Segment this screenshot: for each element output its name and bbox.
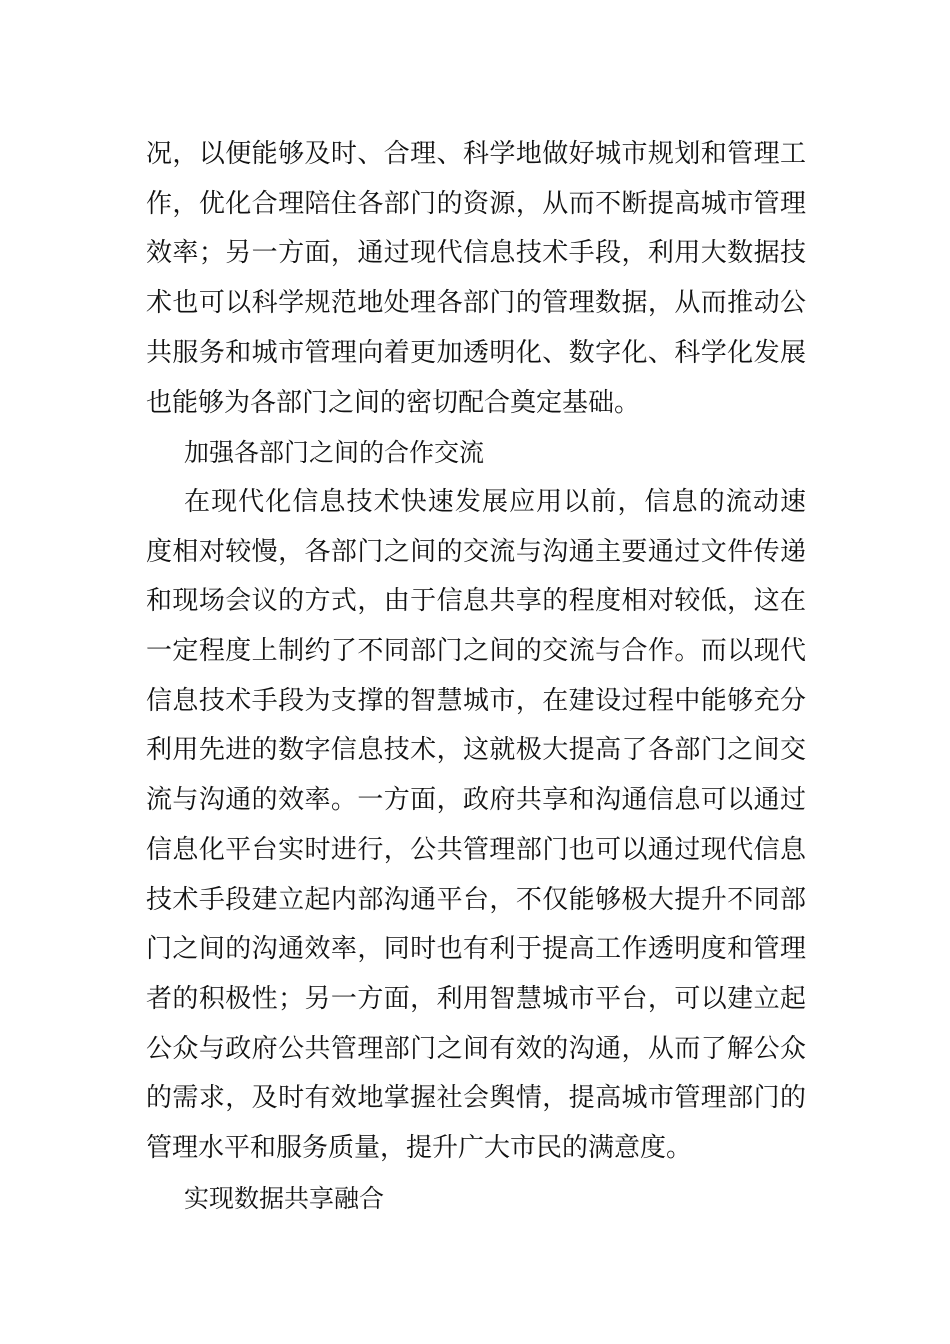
paragraph-continued: 况，以便能够及时、合理、科学地做好城市规划和管理工作，优化合理陪住各部门的资源，从而不断提高城市管理效率；另一方面，通过现代信息技术手段，利用大数据技术也可以科学规范地处理各部门的管理数据，从而推动公共服务和城市管理向着更加透明化、数字化、科学化发展也能够为各部门之间的密切配合奠定基础。 <box>146 139 806 418</box>
section-heading-data-sharing: 实现数据共享融合 <box>184 1183 385 1213</box>
section-heading-cooperation: 加强各部门之间的合作交流 <box>184 438 485 468</box>
paragraph-cooperation: 在现代化信息技术快速发展应用以前，信息的流动速度相对较慢，各部门之间的交流与沟通主要通过文件传递和现场会议的方式，由于信息共享的程度相对较低，这在一定程度上制约了不同部门之间的交流与合作。而以现代信息技术手段为支撑的智慧城市，在建设过程中能够充分利用先进的数字信息技术，这就极大提高了各部门之间交流与沟通的效率。一方面，政府共享和沟通信息可以通过信息化平台实时进行，公共管理部门也可以通过现代信息技术手段建立起内部沟通平台，不仅能够极大提升不同部门之间的沟通效率，同时也有利于提高工作透明度和管理者的积极性；另一方面，利用智慧城市平台，可以建立起公众与政府公共管理部门之间有效的沟通，从而了解公众的需求，及时有效地掌握社会舆情，提高城市管理部门的管理水平和服务质量，提升广大市民的满意度。 <box>146 486 806 1164</box>
document-body <box>146 130 806 1223</box>
